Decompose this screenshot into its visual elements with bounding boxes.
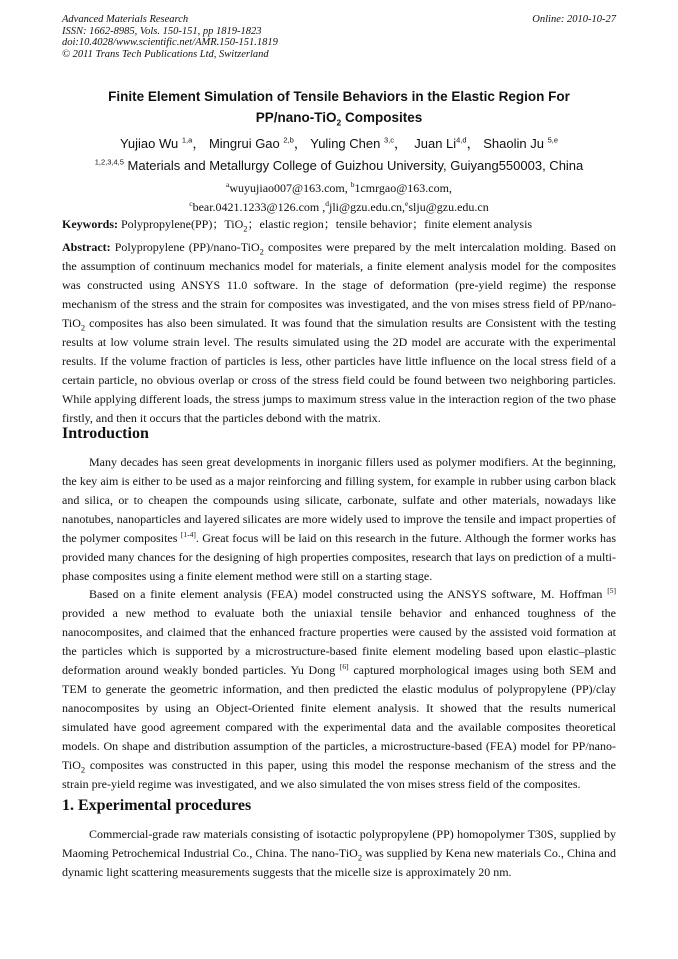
section-heading-introduction: Introduction (62, 425, 149, 442)
intro-paragraph-1: Many decades has seen great developments in inorganic fillers used as polymer modifiers. At the beginning, the key aim is either to be used as a major reinforcing and filling system, for example in rubber using carbon black and silica, or to cheapen the compounds using silicate, carbonate, sulfate and other materials, nowadays like nanotubes, nanoparticles and layered silicates are more widely used to improve the tensile and impact properties of the polymer composites [1-4]. Great focus will be laid on this research in the future. Although the former works has provided many chances for the designing of high properties composites, research that lays on prediction of a multi-phase composites using a finite element method were still on a starting stage. (62, 455, 616, 583)
author: Juan Li$^{4,d}$， (414, 135, 480, 151)
section-heading-experimental: 1. Experimental procedures (62, 797, 252, 814)
title-line-1: Finite Element Simulation of Tensile Behaviors in the Elastic Region For (108, 89, 570, 104)
journal-doi: doi:10.4028/www.scientific.net/AMR.150-151.1819 (62, 37, 278, 48)
author-list (62, 133, 616, 152)
abstract-label: Abstract: (62, 240, 111, 254)
email-line-1: $^a$wuyujiao007@163.com, $^b$1cmrgao@163.com, (226, 180, 452, 195)
keywords: Keywords: Polypropylene(PP)；TiO$_2$；elastic region；tensile behavior；finite element analysis (62, 217, 533, 234)
paper-title (62, 86, 616, 128)
author: Shaolin Ju $^{5,e}$ (483, 135, 559, 151)
author: Yuling Chen $^{3,c}$， (310, 135, 408, 151)
affiliation: $^{1,2,3,4,5}$ Materials and Metallurgy College of Guizhou University, Guiyang550003, China (94, 157, 584, 173)
online-date: Online: 2010-10-27 (532, 14, 616, 25)
journal-header (62, 14, 278, 60)
author-emails (62, 179, 616, 217)
journal-copyright: © 2011 Trans Tech Publications Ltd, Switzerland (62, 48, 269, 60)
journal-name: Advanced Materials Research (62, 14, 189, 25)
title-line-2: PP/nano-TiO$_2$ Composites (255, 110, 423, 128)
intro-paragraph-2: Based on a finite element analysis (FEA) model constructed using the ANSYS software, M. Hoffman [5] provided a new method to evaluate both the uniaxial tensile behavior and enhanced toughness of the nanocomposites, and claimed that the enhanced fracture properties were caused by the assisted void formation at the particles which is supported by a microstructure-based finite element modeling based upon elastic–plastic deformation around weakly bonded particles. Yu Dong [6] captured morphological images using both SEM and TEM to generate the geometric information, and then predicted the elastic modulus of polypropylene (PP)/clay nanocomposites by using an Object-Oriented finite element analysis. It showed that the results numerical simulated have good agreement compared with the experimental data and the available composites theoretical models. On shape and distribution assumption of the particles, a microstructure-based (FEA) model for PP/nano-TiO$_2$ composites was constructed in this paper, using this model the response mechanism of the stress and the strain pre-yield regime was investigated, and we also simulated the von mises stress field of the composites. (62, 586, 616, 791)
abstract: Abstract: Polypropylene (PP)/nano-TiO$_2$ composites were prepared by the melt intercalation molding. Based on the assumption of continuum mechanics model for materials, a finite element analysis model for the composites was constructed using ANSYS 11.0 software. In the stage of deformation (pre-yield regime) the response mechanism of the stress and the strain for composites was investigated, and the von mises stress field of PP/nano-TiO$_2$ composites has also been simulated. It was found that the simulation results are Consistent with the testing results at low volume strain level. The results simulated using the 2D model are accurate with the experimental results. If the volume fraction of particles is less, other particles have little influence on the local stress field of a certain particle, no obvious overlap or cross of the stress field could be found between two neighboring particles. While applying different loads, the stress jumps to maximum stress value in the interaction region of the two phase firstly, and then it occurs that the particles debond with the matrix. (62, 240, 616, 425)
author: Yujiao Wu $^{1,a}$， (119, 135, 206, 151)
author: Mingrui Gao $^{2,b}$， (208, 135, 307, 151)
journal-issn: ISSN: 1662-8985, Vols. 150-151, pp 1819-1823 (62, 25, 262, 37)
experimental-paragraph-1: Commercial-grade raw materials consisting of isotactic polypropylene (PP) homopolymer T30S, supplied by Maoming Petrochemical Industrial Co., China. The nano-TiO$_2$ was supplied by Kena new materials Co., China and dynamic light scattering measurements suggests that the micelle size is approximately 20 nm. (62, 827, 616, 879)
email-line-2: $^c$bear.0421.1233@126.com ,$^d$jli@gzu.edu.cn,$^e$slju@gzu.edu.cn (189, 199, 489, 214)
